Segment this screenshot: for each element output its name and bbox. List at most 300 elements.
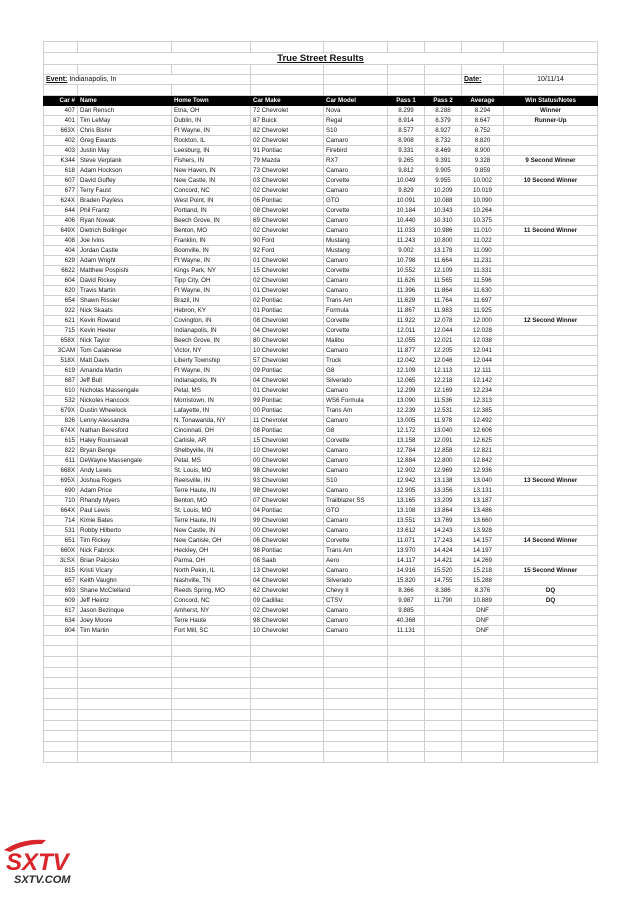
table-row: [44, 475, 598, 485]
results-sheet: [43, 41, 597, 763]
col-header-average: Average: [462, 95, 504, 105]
cell-car: 607: [44, 175, 78, 185]
cell-pass2: 11.790: [425, 595, 462, 605]
date-value: 10/11/14: [504, 75, 598, 85]
col-header-pass1: Pass 1: [388, 95, 425, 105]
cell-name: Ryan Nowak: [78, 215, 172, 225]
cell-pass2: 14.755: [425, 575, 462, 585]
cell-pass2: [425, 625, 462, 635]
cell-average: 13.131: [462, 485, 504, 495]
col-header-car: Car #: [44, 95, 78, 105]
cell-car: 695X: [44, 475, 78, 485]
cell-pass1: 40.368: [388, 615, 425, 625]
cell-pass1: 9.812: [388, 165, 425, 175]
cell-notes: [504, 125, 598, 135]
cell-model: Camaro: [324, 565, 388, 575]
cell-car: 617: [44, 605, 78, 615]
cell-pass1: 13.970: [388, 545, 425, 555]
cell-model: Camaro: [324, 455, 388, 465]
cell-hometown: Hebron, KY: [172, 305, 251, 315]
cell-average: 12.142: [462, 375, 504, 385]
blank-row: [44, 731, 598, 742]
cell-notes: 13 Second Winner: [504, 475, 598, 485]
cell-average: 15.288: [462, 575, 504, 585]
cell-pass1: 11.396: [388, 285, 425, 295]
spacer-row: [44, 42, 598, 53]
table-row: [44, 625, 598, 635]
cell-average: 10.889: [462, 595, 504, 605]
blank-row: [44, 752, 598, 763]
cell-hometown: Reeds Spring, MO: [172, 585, 251, 595]
table-row: [44, 465, 598, 475]
cell-make: 82 Chevrolet: [251, 125, 324, 135]
event-value: Indianapolis, In: [69, 76, 117, 84]
cell-hometown: Nashville, TN: [172, 575, 251, 585]
cell-model: Trans Am: [324, 295, 388, 305]
cell-pass1: 12.055: [388, 335, 425, 345]
cell-make: 98 Chevrolet: [251, 465, 324, 475]
cell-car: 710: [44, 495, 78, 505]
cell-average: 15.218: [462, 565, 504, 575]
table-row: [44, 205, 598, 215]
blank-row: [44, 699, 598, 710]
cell-pass1: 13.612: [388, 525, 425, 535]
cell-pass1: 11.629: [388, 295, 425, 305]
cell-average: 14.269: [462, 555, 504, 565]
cell-make: 98 Chevrolet: [251, 615, 324, 625]
cell-model: Regal: [324, 115, 388, 125]
cell-pass2: 10.088: [425, 195, 462, 205]
cell-car: 822: [44, 445, 78, 455]
cell-average: 11.697: [462, 295, 504, 305]
table-row: [44, 515, 598, 525]
cell-car: 663X: [44, 125, 78, 135]
cell-car: 618: [44, 165, 78, 175]
table-row: [44, 555, 598, 565]
cell-hometown: Carlisle, AR: [172, 435, 251, 445]
logo-text-bottom: SXTV.COM: [14, 874, 71, 886]
cell-name: DeWayne Massengale: [78, 455, 172, 465]
cell-name: Chris Bishir: [78, 125, 172, 135]
table-row: [44, 175, 598, 185]
cell-hometown: Franklin, IN: [172, 235, 251, 245]
cell-pass2: 12.205: [425, 345, 462, 355]
table-row: [44, 375, 598, 385]
cell-make: 99 Chevrolet: [251, 515, 324, 525]
table-row: [44, 285, 598, 295]
table-row: [44, 395, 598, 405]
table-row: [44, 595, 598, 605]
cell-pass1: 14.117: [388, 555, 425, 565]
cell-make: 90 Ford: [251, 235, 324, 245]
cell-average: 8.900: [462, 145, 504, 155]
results-table: [43, 41, 598, 763]
cell-car: 3CAM: [44, 345, 78, 355]
cell-pass2: 13.864: [425, 505, 462, 515]
cell-name: Nick Fabrick: [78, 545, 172, 555]
cell-car: 660X: [44, 545, 78, 555]
cell-pass2: 9.905: [425, 165, 462, 175]
cell-hometown: Etna, OH: [172, 105, 251, 115]
spacer-row: [44, 64, 598, 75]
table-row: [44, 215, 598, 225]
cell-make: 02 Pontiac: [251, 295, 324, 305]
cell-pass2: [425, 615, 462, 625]
table-row: [44, 125, 598, 135]
cell-model: S10: [324, 125, 388, 135]
cell-model: Camaro: [324, 605, 388, 615]
cell-model: Trans Am: [324, 405, 388, 415]
cell-average: 12.625: [462, 435, 504, 445]
cell-pass1: 12.905: [388, 485, 425, 495]
cell-hometown: Indianapolis, IN: [172, 325, 251, 335]
cell-model: G8: [324, 365, 388, 375]
cell-make: 02 Chevrolet: [251, 225, 324, 235]
cell-name: Kimie Bates: [78, 515, 172, 525]
cell-hometown: Indianapolis, IN: [172, 375, 251, 385]
cell-hometown: Concord, NC: [172, 185, 251, 195]
cell-notes: [504, 505, 598, 515]
cell-pass2: 12.091: [425, 435, 462, 445]
header-row: [44, 95, 598, 105]
cell-pass2: 12.969: [425, 465, 462, 475]
cell-notes: [504, 465, 598, 475]
cell-name: Phil Frantz: [78, 205, 172, 215]
table-row: [44, 365, 598, 375]
cell-pass1: 13.551: [388, 515, 425, 525]
cell-make: 02 Chevrolet: [251, 275, 324, 285]
cell-average: 12.000: [462, 315, 504, 325]
cell-model: Camaro: [324, 625, 388, 635]
cell-notes: [504, 375, 598, 385]
cell-name: Tim Rickey: [78, 535, 172, 545]
cell-pass1: 10.798: [388, 255, 425, 265]
blank-row: [44, 635, 598, 646]
cell-pass2: 8.288: [425, 105, 462, 115]
cell-car: 674X: [44, 425, 78, 435]
cell-hometown: Ft Wayne, IN: [172, 255, 251, 265]
page-title: True Street Results: [44, 52, 598, 64]
event-label: Event:: [46, 76, 68, 84]
cell-make: 04 Chevrolet: [251, 325, 324, 335]
cell-hometown: Kings Park, NY: [172, 265, 251, 275]
cell-make: 72 Chevrolet: [251, 105, 324, 115]
cell-pass2: 11.664: [425, 255, 462, 265]
cell-average: DNF: [462, 625, 504, 635]
cell-car: 611: [44, 455, 78, 465]
cell-model: Trans Am: [324, 545, 388, 555]
cell-car: 657: [44, 575, 78, 585]
cell-notes: [504, 455, 598, 465]
cell-notes: [504, 365, 598, 375]
cell-name: Keith Vaughn: [78, 575, 172, 585]
cell-name: Kevin Rowand: [78, 315, 172, 325]
cell-hometown: Boonville, IN: [172, 245, 251, 255]
cell-notes: 15 Second Winner: [504, 565, 598, 575]
cell-make: 10 Chevrolet: [251, 625, 324, 635]
cell-average: 12.313: [462, 395, 504, 405]
cell-car: 403: [44, 145, 78, 155]
logo-text-top: SXTV: [6, 849, 69, 876]
cell-model: Camaro: [324, 215, 388, 225]
table-row: [44, 185, 598, 195]
table-row: [44, 405, 598, 415]
cell-notes: [504, 235, 598, 245]
cell-hometown: Covington, IN: [172, 315, 251, 325]
cell-hometown: Terre Haute, IN: [172, 515, 251, 525]
cell-pass2: 12.169: [425, 385, 462, 395]
cell-name: Paul Lewis: [78, 505, 172, 515]
cell-pass1: 12.065: [388, 375, 425, 385]
cell-make: 04 Pontiac: [251, 505, 324, 515]
cell-model: Camaro: [324, 515, 388, 525]
cell-pass2: 11.864: [425, 285, 462, 295]
cell-pass1: 11.626: [388, 275, 425, 285]
cell-car: 621: [44, 315, 78, 325]
cell-model: Camaro: [324, 465, 388, 475]
cell-model: Chevy II: [324, 585, 388, 595]
cell-car: 401: [44, 115, 78, 125]
cell-name: Dan Rensch: [78, 105, 172, 115]
cell-model: Camaro: [324, 485, 388, 495]
cell-car: 664X: [44, 505, 78, 515]
cell-pass2: [425, 605, 462, 615]
cell-make: 01 Chevrolet: [251, 255, 324, 265]
cell-average: 14.157: [462, 535, 504, 545]
date-label: Date:: [462, 75, 504, 85]
cell-make: 15 Chevrolet: [251, 435, 324, 445]
cell-car: 668X: [44, 465, 78, 475]
cell-make: 98 Chevrolet: [251, 485, 324, 495]
cell-car: 658X: [44, 335, 78, 345]
cell-car: 620: [44, 285, 78, 295]
table-row: [44, 435, 598, 445]
cell-make: 00 Chevrolet: [251, 525, 324, 535]
cell-pass1: 13.090: [388, 395, 425, 405]
cell-name: Tim LeMay: [78, 115, 172, 125]
cell-pass1: 11.877: [388, 345, 425, 355]
cell-make: 09 Cadillac: [251, 595, 324, 605]
cell-make: 08 Chevrolet: [251, 205, 324, 215]
table-row: [44, 245, 598, 255]
cell-hometown: Rockton, IL: [172, 135, 251, 145]
cell-name: Travis Martin: [78, 285, 172, 295]
cell-notes: 12 Second Winner: [504, 315, 598, 325]
cell-pass2: 11.764: [425, 295, 462, 305]
cell-make: 01 Chevrolet: [251, 285, 324, 295]
cell-average: 10.090: [462, 195, 504, 205]
cell-pass1: 13.158: [388, 435, 425, 445]
table-row: [44, 445, 598, 455]
cell-make: 80 Chevrolet: [251, 335, 324, 345]
cell-hometown: Ft Wayne, IN: [172, 285, 251, 295]
cell-car: 804: [44, 625, 78, 635]
cell-car: 715: [44, 325, 78, 335]
blank-row: [44, 741, 598, 752]
cell-pass2: 13.138: [425, 475, 462, 485]
blank-row: [44, 656, 598, 667]
table-row: [44, 585, 598, 595]
cell-pass1: 12.299: [388, 385, 425, 395]
cell-car: 815: [44, 565, 78, 575]
cell-notes: [504, 355, 598, 365]
cell-pass2: 17.243: [425, 535, 462, 545]
table-row: [44, 315, 598, 325]
cell-pass1: 9.331: [388, 145, 425, 155]
cell-car: 404: [44, 245, 78, 255]
cell-notes: [504, 245, 598, 255]
cell-notes: [504, 215, 598, 225]
cell-notes: [504, 285, 598, 295]
cell-name: Kevin Heeter: [78, 325, 172, 335]
cell-pass1: 12.239: [388, 405, 425, 415]
cell-pass2: 13.209: [425, 495, 462, 505]
cell-car: 624X: [44, 195, 78, 205]
title-row: [44, 52, 598, 64]
cell-notes: [504, 135, 598, 145]
cell-pass1: 8.914: [388, 115, 425, 125]
cell-model: Trailblazer SS: [324, 495, 388, 505]
cell-make: 00 Chevrolet: [251, 455, 324, 465]
cell-average: 10.375: [462, 215, 504, 225]
cell-average: 12.028: [462, 325, 504, 335]
cell-make: 11 Chevrolet: [251, 415, 324, 425]
cell-average: 12.492: [462, 415, 504, 425]
cell-pass1: 12.109: [388, 365, 425, 375]
cell-average: 12.936: [462, 465, 504, 475]
cell-average: 12.606: [462, 425, 504, 435]
cell-hometown: Ft Wayne, IN: [172, 365, 251, 375]
cell-name: Brian Palcisko: [78, 555, 172, 565]
cell-model: Camaro: [324, 615, 388, 625]
cell-hometown: Portland, IN: [172, 205, 251, 215]
cell-pass1: 13.005: [388, 415, 425, 425]
cell-car: 619: [44, 365, 78, 375]
blank-row: [44, 688, 598, 699]
cell-pass1: 12.902: [388, 465, 425, 475]
cell-hometown: Fishers, IN: [172, 155, 251, 165]
cell-pass2: 8.732: [425, 135, 462, 145]
cell-average: 12.842: [462, 455, 504, 465]
cell-hometown: Dublin, IN: [172, 115, 251, 125]
cell-average: 10.019: [462, 185, 504, 195]
cell-pass2: 10.209: [425, 185, 462, 195]
cell-pass1: 10.184: [388, 205, 425, 215]
cell-model: Silverado: [324, 575, 388, 585]
cell-notes: DQ: [504, 595, 598, 605]
cell-pass1: 11.033: [388, 225, 425, 235]
cell-name: Andy Lewis: [78, 465, 172, 475]
table-row: [44, 155, 598, 165]
cell-model: GTO: [324, 505, 388, 515]
cell-notes: [504, 495, 598, 505]
cell-hometown: Concord, NC: [172, 595, 251, 605]
cell-notes: [504, 195, 598, 205]
cell-average: 11.630: [462, 285, 504, 295]
cell-pass1: 12.042: [388, 355, 425, 365]
cell-make: 92 Ford: [251, 245, 324, 255]
col-header-name: Name: [78, 95, 172, 105]
cell-model: Camaro: [324, 415, 388, 425]
cell-average: 13.486: [462, 505, 504, 515]
cell-pass1: 10.091: [388, 195, 425, 205]
cell-pass1: 13.165: [388, 495, 425, 505]
cell-car: 826: [44, 415, 78, 425]
cell-make: 10 Chevrolet: [251, 445, 324, 455]
cell-name: Adam Hockson: [78, 165, 172, 175]
cell-average: 8.647: [462, 115, 504, 125]
cell-name: Justin May: [78, 145, 172, 155]
cell-name: Nick Taylor: [78, 335, 172, 345]
cell-name: Steve Verplank: [78, 155, 172, 165]
cell-average: 13.660: [462, 515, 504, 525]
cell-pass2: 14.243: [425, 525, 462, 535]
table-row: [44, 485, 598, 495]
cell-make: 98 Pontiac: [251, 545, 324, 555]
cell-notes: [504, 625, 598, 635]
cell-car: 690: [44, 485, 78, 495]
cell-name: Matt Davis: [78, 355, 172, 365]
cell-notes: [504, 205, 598, 215]
cell-model: G8: [324, 425, 388, 435]
cell-average: 13.928: [462, 525, 504, 535]
cell-name: Jeff Bull: [78, 375, 172, 385]
cell-name: Lenny Alessandra: [78, 415, 172, 425]
cell-average: 11.925: [462, 305, 504, 315]
cell-notes: [504, 555, 598, 565]
cell-average: 8.752: [462, 125, 504, 135]
cell-hometown: St. Louis, MO: [172, 465, 251, 475]
cell-model: CTSV: [324, 595, 388, 605]
cell-model: Aero: [324, 555, 388, 565]
cell-name: Robby Hilberto: [78, 525, 172, 535]
table-row: [44, 505, 598, 515]
col-header-pass2: Pass 2: [425, 95, 462, 105]
table-row: [44, 305, 598, 315]
cell-notes: [504, 185, 598, 195]
table-row: [44, 195, 598, 205]
table-row: [44, 425, 598, 435]
table-row: [44, 225, 598, 235]
cell-hometown: Leesburg, IN: [172, 145, 251, 155]
blank-row: [44, 720, 598, 731]
cell-pass1: 11.867: [388, 305, 425, 315]
cell-average: 8.376: [462, 585, 504, 595]
cell-model: Mustang: [324, 245, 388, 255]
cell-notes: [504, 385, 598, 395]
cell-pass2: 12.858: [425, 445, 462, 455]
cell-make: 08 Saab: [251, 555, 324, 565]
cell-notes: [504, 605, 598, 615]
cell-notes: [504, 485, 598, 495]
cell-average: DNF: [462, 605, 504, 615]
cell-notes: [504, 275, 598, 285]
cell-model: Camaro: [324, 255, 388, 265]
cell-pass1: 10.552: [388, 265, 425, 275]
cell-pass2: 12.800: [425, 455, 462, 465]
cell-pass1: 8.299: [388, 105, 425, 115]
cell-notes: 9 Second Winner: [504, 155, 598, 165]
cell-pass2: 12.531: [425, 405, 462, 415]
cell-model: WS6 Formula: [324, 395, 388, 405]
cell-pass1: 11.071: [388, 535, 425, 545]
cell-pass2: 13.178: [425, 245, 462, 255]
cell-hometown: Terre Haute, IN: [172, 485, 251, 495]
event-cell: [44, 75, 251, 85]
cell-notes: [504, 265, 598, 275]
cell-notes: [504, 525, 598, 535]
cell-notes: [504, 305, 598, 315]
